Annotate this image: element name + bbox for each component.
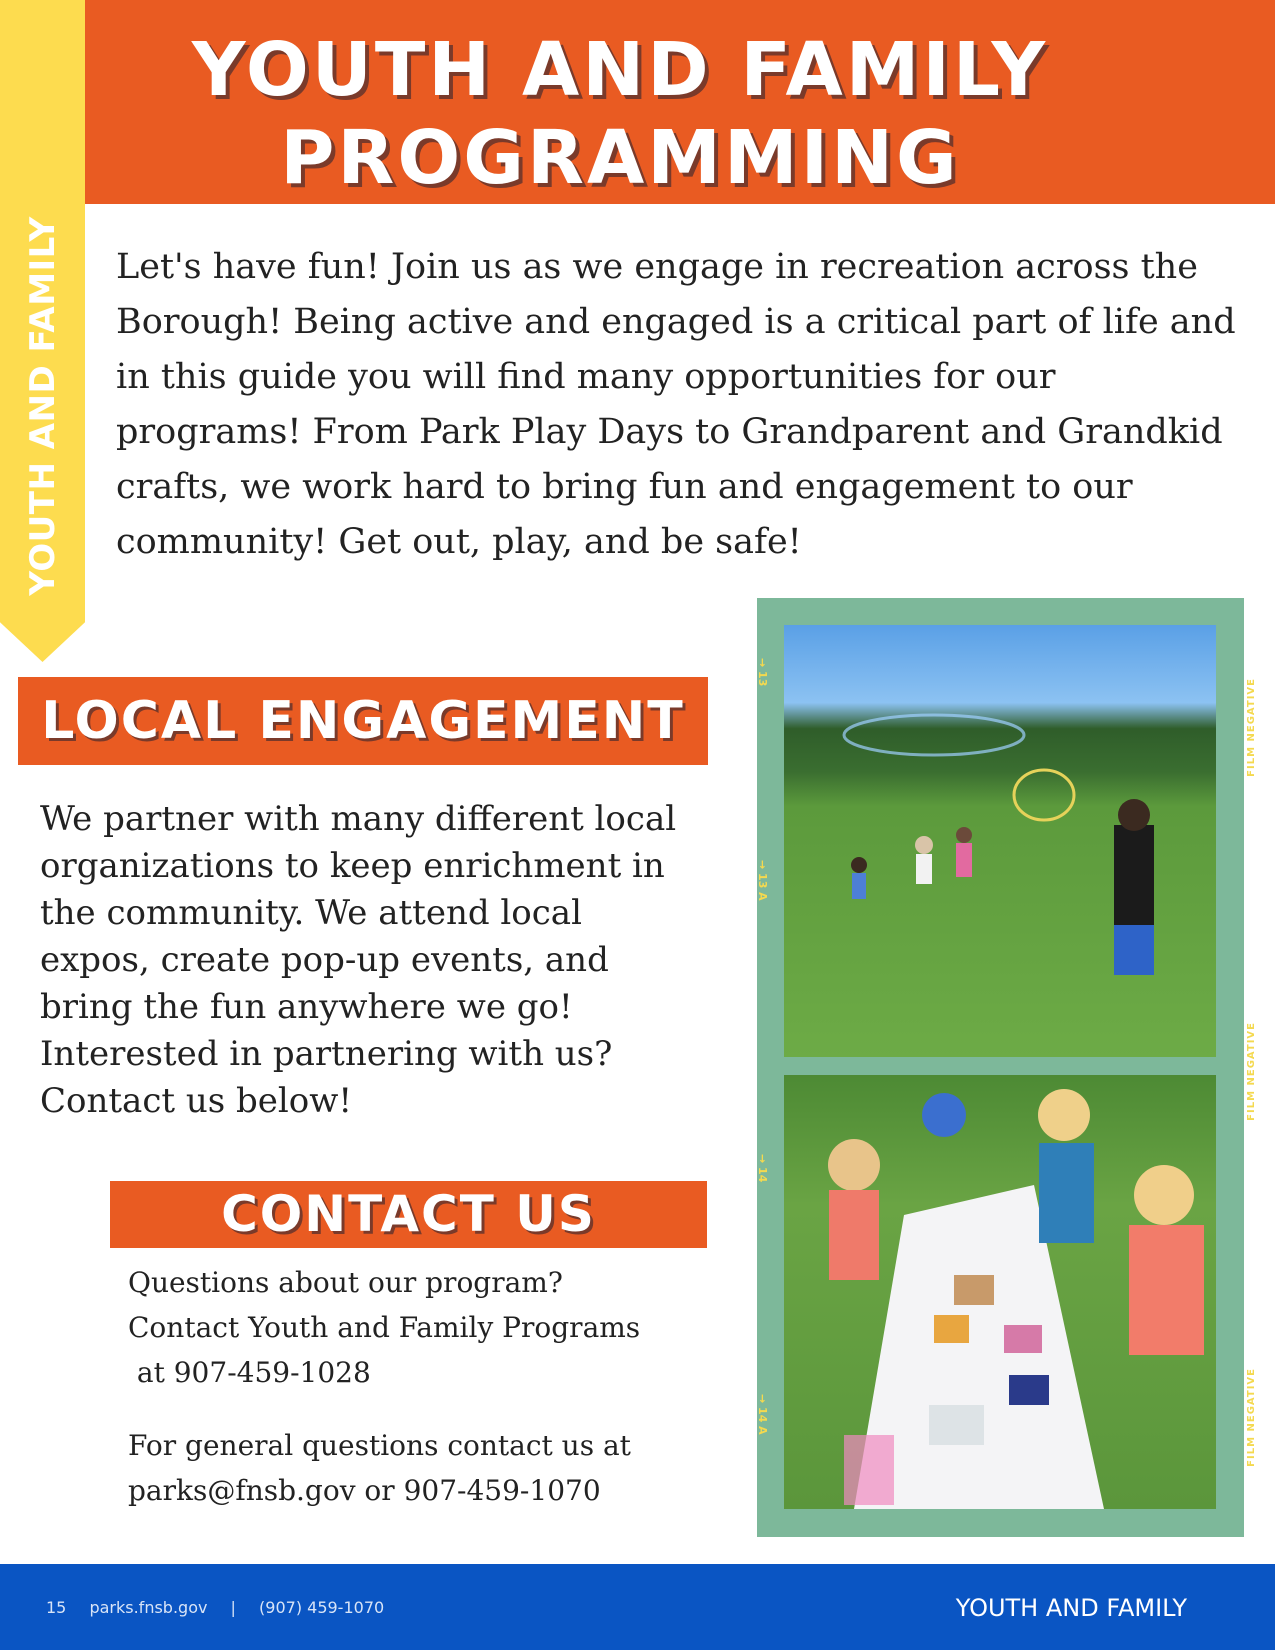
film-strip-photos — [756, 598, 1257, 1537]
film-edge-label: FILM NEGATIVE — [1246, 1022, 1257, 1121]
film-frame-number: → 14 A — [756, 1394, 769, 1435]
photo-kids-crafts-table — [784, 1075, 1216, 1509]
film-edge-label: FILM NEGATIVE — [1246, 1368, 1257, 1467]
page-title-line-2: PROGRAMMING — [280, 115, 960, 201]
footer-phone: (907) 459-1070 — [259, 1598, 385, 1617]
contact-line: Contact Youth and Family Programs — [128, 1311, 641, 1344]
local-engagement-paragraph: We partner with many different local organizations to keep enrichment in the community. We attend local expos, create pop-up events, and bring the fun anywhere we go! Interested in partnering with us? Contact us below! — [40, 799, 677, 1121]
footer-website-link[interactable]: parks.fnsb.gov — [89, 1598, 208, 1617]
page-footer — [0, 1564, 1275, 1650]
side-ribbon-label: YOUTH AND FAMILY — [23, 216, 63, 596]
film-frame-number: → 14 — [756, 1154, 769, 1183]
footer-info — [46, 1598, 402, 1617]
footer-section-label: YOUTH AND FAMILY — [955, 1594, 1187, 1622]
film-frame-number: → 13 — [756, 658, 769, 687]
local-engagement-heading: LOCAL ENGAGEMENT — [18, 677, 708, 765]
photo-kids-crafts-table-art — [784, 1075, 1216, 1509]
photo-kids-playing-bubbles — [784, 625, 1216, 1057]
footer-separator: | — [230, 1598, 236, 1617]
contact-line: parks@fnsb.gov or 907-459-1070 — [128, 1474, 601, 1507]
contact-us-heading: CONTACT US — [110, 1181, 707, 1248]
film-edge-label: FILM NEGATIVE — [1246, 678, 1257, 777]
contact-line: Questions about our program? — [128, 1266, 563, 1299]
contact-block — [128, 1260, 688, 1513]
page-title — [160, 26, 1080, 202]
contact-line: For general questions contact us at — [128, 1429, 631, 1462]
film-frame-number: → 13 A — [756, 860, 769, 901]
page-number: 15 — [46, 1598, 67, 1617]
photo-kids-playing-bubbles-art — [784, 625, 1216, 1057]
contact-line: at 907-459-1028 — [128, 1356, 371, 1389]
page-title-line-1: YOUTH AND FAMILY — [191, 27, 1049, 113]
intro-paragraph: Let's have fun! Join us as we engage in recreation across the Borough! Being active and engaged is a critical part of life and in this guide you will find many opportunities for our programs! From Park Play Days to Grandparent and Grandkid crafts, we work hard to bring fun and engagement to our community! Get out, play, and be safe! — [116, 247, 1236, 562]
